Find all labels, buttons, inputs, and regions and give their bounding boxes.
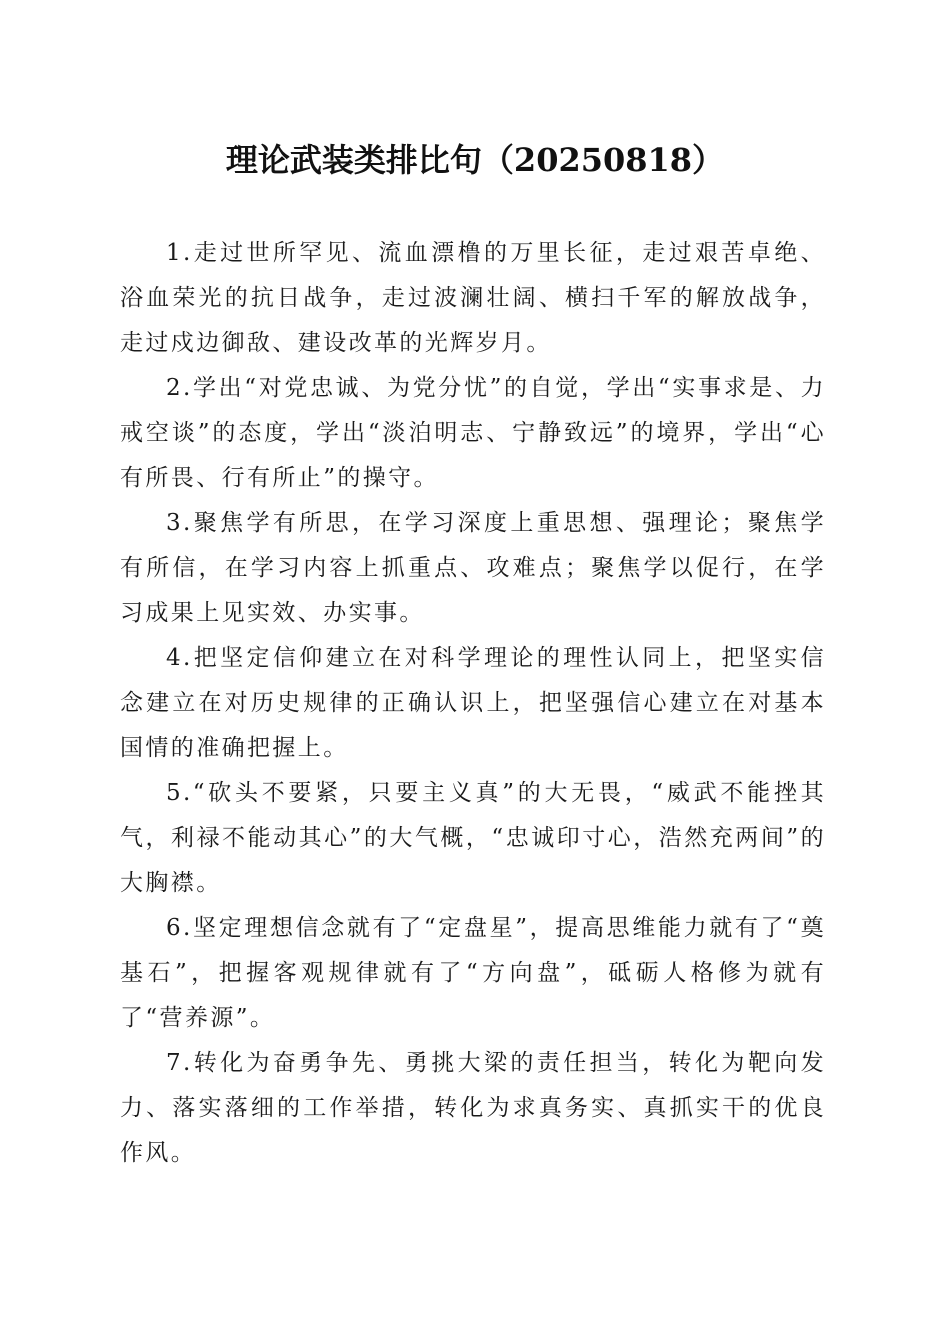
paragraph-2: 2.学出“对党忠诚、为党分忧”的自觉，学出“实事求是、力戒空谈”的态度，学出“淡泊明志、宁静致远”的境界，学出“心有所畏、行有所止”的操守。 [120, 375, 826, 491]
paragraph-3: 3.聚焦学有所思，在学习深度上重思想、强理论；聚焦学有所信，在学习内容上抓重点、攻难点；聚焦学以促行，在学习成果上见实效、办实事。 [120, 510, 826, 626]
paragraph-6: 6.坚定理想信念就有了“定盘星”，提高思维能力就有了“奠基石”，把握客观规律就有了“方向盘”，砥砺人格修为就有了“营养源”。 [120, 915, 826, 1031]
page-title: 理论武装类排比句（20250818） [225, 141, 725, 179]
paragraph-4: 4.把坚定信仰建立在对科学理论的理性认同上，把坚实信念建立在对历史规律的正确认识上，把坚强信心建立在对基本国情的准确把握上。 [120, 645, 826, 761]
paragraph-7: 7.转化为奋勇争先、勇挑大梁的责任担当，转化为靶向发力、落实落细的工作举措，转化为求真务实、真抓实干的优良作风。 [120, 1050, 826, 1166]
document-body [120, 231, 826, 1176]
paragraph-5: 5.“砍头不要紧，只要主义真”的大无畏，“威武不能挫其气，利禄不能动其心”的大气概，“忠诚印寸心，浩然充两间”的大胸襟。 [120, 780, 826, 896]
paragraph-1: 1.走过世所罕见、流血漂橹的万里长征，走过艰苦卓绝、浴血荣光的抗日战争，走过波澜壮阔、横扫千军的解放战争，走过戍边御敌、建设改革的光辉岁月。 [120, 240, 826, 356]
